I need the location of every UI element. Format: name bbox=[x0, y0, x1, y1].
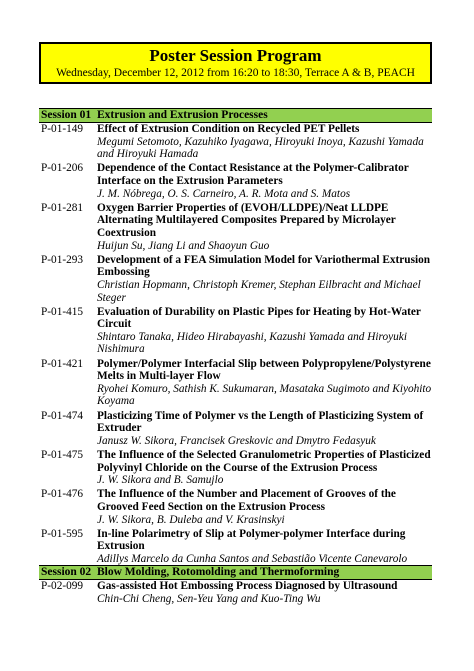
paper-body bbox=[97, 162, 436, 200]
paper-entry bbox=[41, 449, 436, 487]
paper-code: P-01-206 bbox=[41, 162, 84, 175]
session-title: Blow Molding, Rotomolding and Thermoforming bbox=[97, 566, 340, 578]
paper-body bbox=[97, 410, 436, 448]
paper-authors: Christian Hopmann, Christoph Kremer, Stephan Eilbracht and Michael Steger bbox=[97, 278, 421, 304]
paper-title: In-line Polarimetry of Slip at Polymer-polymer Interface during Extrusion bbox=[97, 527, 406, 553]
paper-authors: Ryohei Komuro, Sathish K. Sukumaran, Masataka Sugimoto and Kiyohito Koyama bbox=[97, 382, 432, 408]
paper-body bbox=[97, 306, 436, 356]
paper-authors: Adillys Marcelo da Cunha Santos and Sebastião Vicente Canevarolo bbox=[97, 552, 408, 565]
session-header bbox=[39, 565, 432, 580]
session-header bbox=[39, 108, 432, 123]
paper-title: Polymer/Polymer Interfacial Slip between Polypropylene/Polystyrene Melts in Multi-layer Flow bbox=[97, 357, 431, 383]
paper-entry bbox=[41, 358, 436, 408]
paper-body bbox=[97, 449, 436, 487]
paper-title: Gas-assisted Hot Embossing Process Diagnosed by Ultrasound bbox=[97, 580, 398, 592]
session-entry-list bbox=[41, 123, 436, 567]
paper-entry bbox=[41, 488, 436, 526]
paper-authors: J. W. Sikora and B. Samujlo bbox=[97, 474, 224, 487]
paper-authors: J. W. Sikora, B. Duleba and V. Krasinskyi bbox=[97, 513, 285, 526]
session-entry-list bbox=[41, 580, 436, 607]
paper-title: Dependence of the Contact Resistance at the Polymer-Calibrator Interface on the Extrusion Parameters bbox=[97, 162, 409, 187]
paper-title: Oxygen Barrier Properties of (EVOH/LLDPE)/Neat LLDPE Alternating Multilayered Composites Prepared by Microlayer Coextrusion bbox=[97, 201, 396, 239]
paper-entry bbox=[41, 254, 436, 304]
paper-title: The Influence of the Number and Placement of Grooves of the Grooved Feed Section on the Extrusion Process bbox=[97, 488, 396, 513]
paper-entry bbox=[41, 162, 436, 200]
page-subtitle: Wednesday, December 12, 2012 from 16:20 to 18:30, Terrace A & B, PEACH bbox=[56, 67, 415, 79]
paper-entry bbox=[41, 202, 436, 252]
paper-entry bbox=[41, 410, 436, 448]
paper-authors: Shintaro Tanaka, Hideo Hirabayashi, Kazushi Yamada and Hiroyuki Nishimura bbox=[97, 330, 407, 356]
paper-authors: Huijun Su, Jiang Li and Shaoyun Guo bbox=[97, 239, 270, 252]
paper-code: P-01-281 bbox=[41, 201, 84, 214]
program-header bbox=[39, 42, 432, 84]
paper-code: P-01-476 bbox=[41, 488, 84, 501]
session-title: Extrusion and Extrusion Processes bbox=[97, 109, 268, 121]
paper-code: P-01-421 bbox=[41, 357, 84, 370]
paper-body bbox=[97, 202, 436, 252]
paper-entry bbox=[41, 528, 436, 566]
paper-body bbox=[97, 123, 436, 161]
paper-body bbox=[97, 358, 436, 408]
paper-authors: Chin-Chi Cheng, Sen-Yeu Yang and Kuo-Ting Wu bbox=[97, 592, 321, 605]
paper-code: P-01-415 bbox=[41, 305, 84, 318]
paper-title: Effect of Extrusion Condition on Recycled PET Pellets bbox=[97, 123, 360, 135]
paper-entry bbox=[41, 306, 436, 356]
paper-entry bbox=[41, 123, 436, 161]
paper-code: P-01-293 bbox=[41, 253, 84, 266]
paper-code: P-01-474 bbox=[41, 409, 84, 422]
paper-authors: Megumi Setomoto, Kazuhiko Iyagawa, Hiroyuki Inoya, Kazushi Yamada and Hiroyuki Hamada bbox=[97, 135, 424, 161]
paper-title: Development of a FEA Simulation Model for Variothermal Extrusion Embossing bbox=[97, 253, 431, 279]
paper-body bbox=[97, 254, 436, 304]
paper-title: Evaluation of Durability on Plastic Pipes for Heating by Hot-Water Circuit bbox=[97, 305, 421, 331]
paper-authors: J. M. Nóbrega, O. S. Carneiro, A. R. Mota and S. Matos bbox=[97, 187, 351, 200]
paper-code: P-01-475 bbox=[41, 449, 84, 461]
paper-entry bbox=[41, 580, 436, 605]
session-id: Session 02 bbox=[41, 566, 92, 578]
paper-body bbox=[97, 580, 436, 605]
paper-title: Plasticizing Time of Polymer vs the Length of Plasticizing System of Extruder bbox=[97, 409, 424, 435]
paper-code: P-02-099 bbox=[41, 580, 84, 592]
paper-body bbox=[97, 488, 436, 526]
paper-code: P-01-149 bbox=[41, 123, 84, 135]
session-id: Session 01 bbox=[41, 109, 92, 121]
paper-authors: Janusz W. Sikora, Francisek Greskovic and Dmytro Fedasyuk bbox=[97, 434, 376, 447]
paper-body bbox=[97, 528, 436, 566]
page-title: Poster Session Program bbox=[149, 46, 322, 65]
paper-code: P-01-595 bbox=[41, 527, 84, 540]
paper-title: The Influence of the Selected Granulometric Properties of Plasticized Polyvinyl Chloride on the Course of the Extrusion Process bbox=[97, 449, 431, 474]
